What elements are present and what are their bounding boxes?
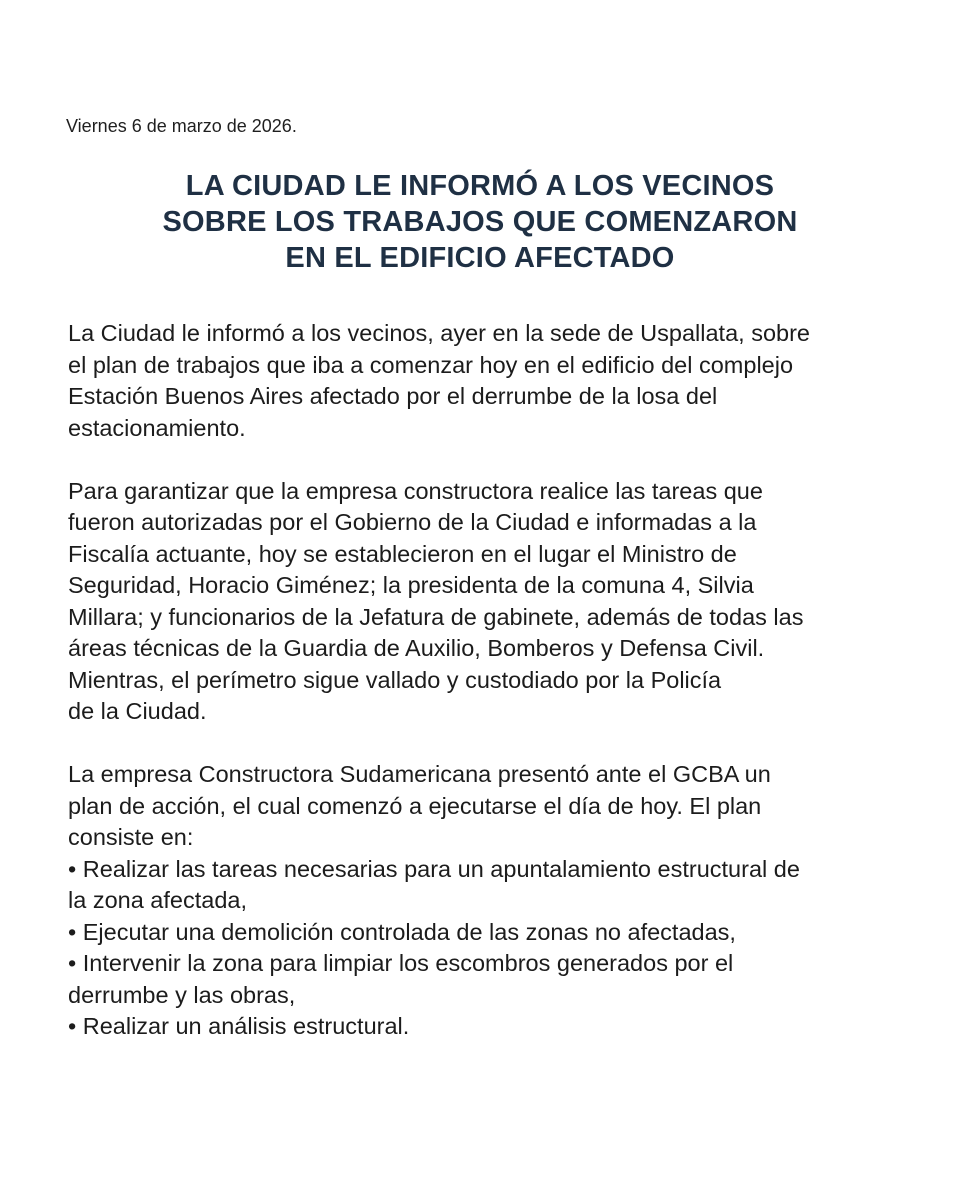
- text-line: plan de acción, el cual comenzó a ejecutarse el día de hoy. El plan: [68, 792, 762, 819]
- text-line: • Ejecutar una demolición controlada de las zonas no afectadas,: [68, 918, 736, 945]
- text-line: Millara; y funcionarios de la Jefatura de gabinete, además de todas las: [68, 603, 804, 630]
- paragraph-plan: [68, 759, 918, 1043]
- text-line: fueron autorizadas por el Gobierno de la Ciudad e informadas a la: [68, 509, 757, 535]
- text-line: La Ciudad le informó a los vecinos, ayer en la sede de Uspallata, sobre: [68, 320, 810, 346]
- article-body: [68, 318, 918, 1043]
- text-line: Mientras, el perímetro sigue vallado y custodiado por la Policía: [68, 666, 722, 693]
- list-item: [68, 917, 918, 949]
- text-line: • Intervenir la zona para limpiar los escombros generados por el: [68, 950, 734, 976]
- text-line: estacionamiento.: [68, 414, 246, 441]
- paragraph-meeting: [68, 318, 918, 444]
- text-line: de la Ciudad.: [68, 698, 207, 724]
- paragraph-officials: [68, 476, 918, 728]
- headline-line: EN EL EDIFICIO AFECTADO: [285, 242, 675, 274]
- plan-list: [68, 854, 918, 1043]
- text-line: • Realizar un análisis estructural.: [68, 1013, 410, 1039]
- text-line: consiste en:: [68, 824, 194, 850]
- headline-line: LA CIUDAD LE INFORMÓ A LOS VECINOS: [185, 170, 775, 202]
- text-line: • Realizar las tareas necesarias para un apuntalamiento estructural de: [68, 855, 800, 882]
- text-line: Fiscalía actuante, hoy se establecieron en el lugar el Ministro de: [68, 540, 737, 567]
- text-line: el plan de trabajos que iba a comenzar hoy en el edificio del complejo: [68, 351, 794, 378]
- text-line: Seguridad, Horacio Giménez; la presidenta de la comuna 4, Silvia: [68, 572, 754, 598]
- text-line: Estación Buenos Aires afectado por el derrumbe de la losa del: [68, 383, 718, 409]
- headline-line: SOBRE LOS TRABAJOS QUE COMENZARON: [162, 206, 798, 238]
- text-line: áreas técnicas de la Guardia de Auxilio, Bomberos y Defensa Civil.: [68, 635, 765, 661]
- text-line: La empresa Constructora Sudamericana presentó ante el GCBA un: [68, 761, 771, 787]
- publication-date: Viernes 6 de marzo de 2026.: [66, 116, 297, 136]
- list-item: [68, 1011, 918, 1043]
- list-item: [68, 948, 918, 1011]
- text-line: derrumbe y las obras,: [68, 981, 296, 1008]
- text-line: la zona afectada,: [68, 887, 247, 913]
- headline: [80, 168, 880, 276]
- list-item: [68, 854, 918, 917]
- text-line: Para garantizar que la empresa constructora realice las tareas que: [68, 477, 763, 504]
